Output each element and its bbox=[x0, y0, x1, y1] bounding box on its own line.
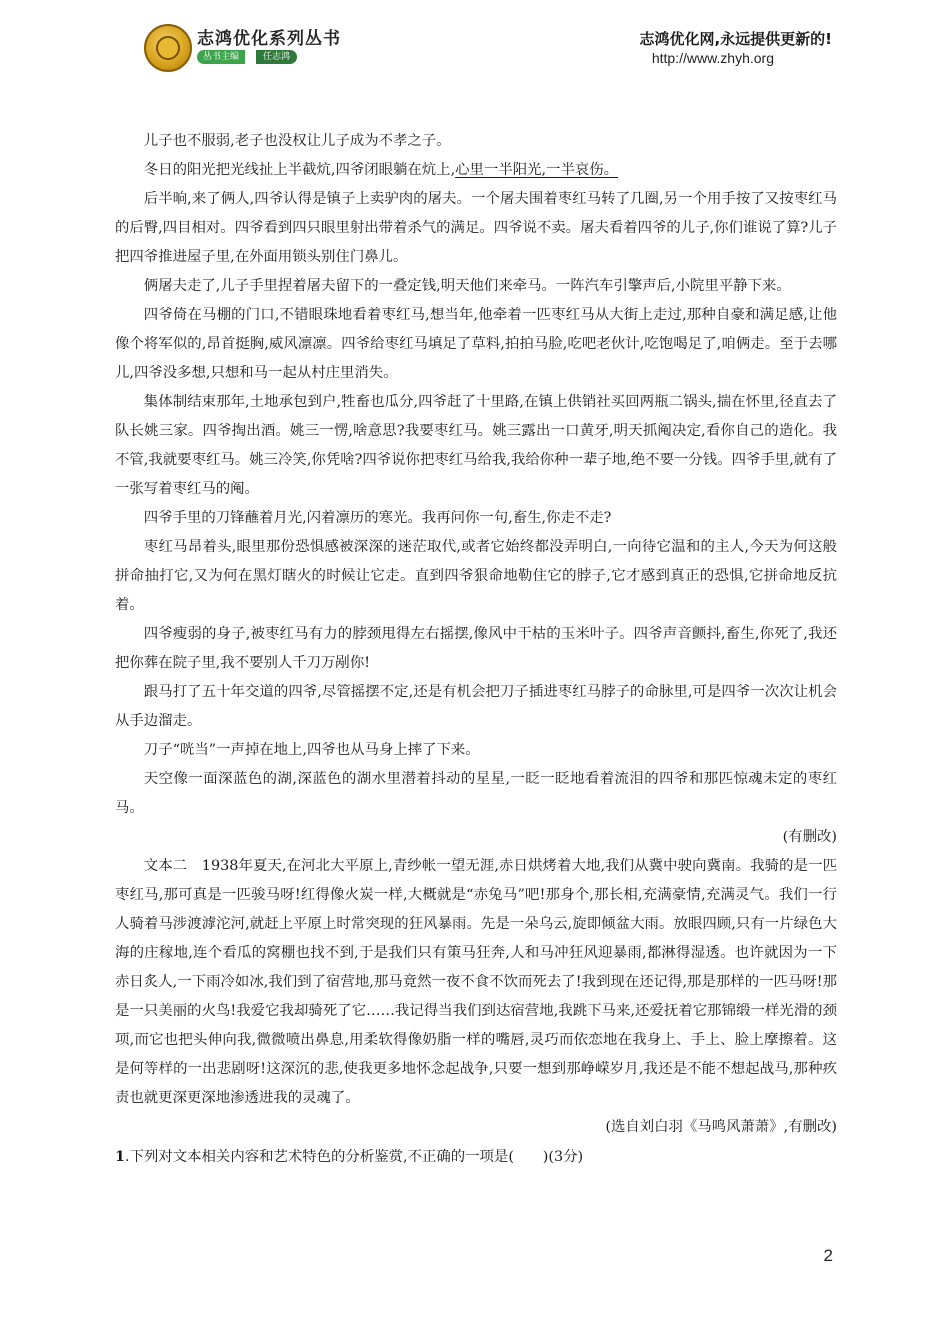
source-note-2: (选自刘白羽《马鸣风萧萧》,有删改) bbox=[605, 1119, 837, 1135]
article-body bbox=[115, 127, 837, 1172]
brand-logo-icon bbox=[144, 24, 192, 72]
paragraph: 后半晌,来了俩人,四爷认得是镇子上卖驴肉的屠夫。一个屠夫围着枣红马转了几圈,另一个用手按了又按枣红马的后臀,四目相对。四爷看到四只眼里射出带着杀气的满足。四爷说不卖。屠夫看着四爷的儿子,你们谁说了算?儿子把四爷推进屋子里,在外面用锁头别住门鼻儿。 bbox=[115, 191, 838, 265]
paragraph: 四爷倚在马棚的门口,不错眼珠地看着枣红马,想当年,他牵着一匹枣红马从大街上走过,那种自豪和满足感,让他像个将军似的,昂首挺胸,威风凛凛。四爷给枣红马填足了草料,拍拍马脸,吃吧老伙计,吃饱喝足了,咱俩走。至于去哪儿,四爷没多想,只想和马一起从村庄里消失。 bbox=[115, 307, 837, 381]
text-two-body: 1938年夏天,在河北大平原上,青纱帐一望无涯,赤日烘烤着大地,我们从冀中驶向冀南。我骑的是一匹枣红马,那可真是一匹骏马呀!红得像火炭一样,大概就是“赤兔马”吧!那身个,那长相,充满豪情,充满灵气。我们一行人骑着马涉渡滹沱河,就赶上平原上时常突现的狂风暴雨。先是一朵乌云,旋即倾盆大雨。放眼四顾,只有一片绿色大海的庄稼地,连个看瓜的窝棚也找不到,于是我们只有策马狂奔,人和马冲狂风迎暴雨,都淋得湿透。也许就因为一下赤日炙人,一下雨冷如冰,我们到了宿营地,那马竟然一夜不食不饮而死去了!我到现在还记得,那是那样的一匹马呀!那是一只美丽的火鸟!我爱它我却骑死了它……我记得当我们到达宿营地,我跳下马来,还爱抚着它那锦缎一样光滑的颈项,而它也把头伸向我,微微喷出鼻息,用柔软得像奶脂一样的嘴唇,灵巧而依恋地在我身上、手上、脸上摩擦着。这是何等样的一出悲剧呀!这深沉的悲,使我更多地怀念起战争,只要一想到那峥嵘岁月,我还是不能不想起战马,那种疚责也就更深更深地渗透进我的灵魂了。 bbox=[115, 858, 837, 1106]
paragraph: 刀子“咣当”一声掉在地上,四爷也从马身上摔了下来。 bbox=[143, 742, 480, 758]
question-text: .下列对文本相关内容和艺术特色的分析鉴赏,不正确的一项是( )(3分) bbox=[125, 1149, 584, 1165]
paragraph: 俩屠夫走了,儿子手里捏着屠夫留下的一叠定钱,明天他们来牵马。一阵汽车引擎声后,小院里平静下来。 bbox=[143, 278, 791, 294]
text-two-paragraph bbox=[115, 852, 837, 1113]
paragraph-sunlight bbox=[115, 156, 837, 185]
page-header bbox=[0, 0, 950, 90]
question-number: 1 bbox=[115, 1148, 126, 1165]
source-note-1: (有删改) bbox=[782, 829, 837, 845]
brand-editor-label: 丛书主编 bbox=[197, 50, 245, 64]
page-number: 2 bbox=[823, 1246, 833, 1265]
paragraph: 天空像一面深蓝色的湖,深蓝色的湖水里潜着抖动的星星,一眨一眨地看着流泪的四爷和那匹惊魂未定的枣红马。 bbox=[115, 771, 837, 816]
header-slogan: 志鸿优化网,永远提供更新的! bbox=[639, 30, 832, 48]
paragraph: 儿子也不服弱,老子也没权让儿子成为不孝之子。 bbox=[143, 133, 451, 149]
paragraph: 枣红马昂着头,眼里那份恐惧感被深深的迷茫取代,或者它始终都没弄明白,一向待它温和的主人,今天为何这般拼命抽打它,又为何在黑灯瞎火的时候让它走。直到四爷狠命地勒住它的脖子,它才感到真正的恐惧,它拼命地反抗着。 bbox=[115, 539, 837, 613]
brand-editor-name: 任志鸿 bbox=[256, 50, 297, 64]
header-url[interactable]: http://www.zhyh.org bbox=[651, 50, 774, 66]
paragraph: 四爷手里的刀锋蘸着月光,闪着凛历的寒光。我再问你一句,畜生,你走不走? bbox=[143, 510, 612, 526]
paragraph: 集体制结束那年,土地承包到户,牲畜也瓜分,四爷赶了十里路,在镇上供销社买回两瓶二锅头,揣在怀里,径直去了队长姚三家。四爷掏出酒。姚三一愣,啥意思?我要枣红马。姚三露出一口黄牙,明天抓阄决定,看你自己的造化。我不管,我就要枣红马。姚三冷笑,你凭啥?四爷说你把枣红马给我,我给你种一辈子地,绝不要一分钱。四爷手里,就有了一张写着枣红马的阄。 bbox=[115, 394, 837, 497]
paragraph: 跟马打了五十年交道的四爷,尽管摇摆不定,还是有机会把刀子插进枣红马脖子的命脉里,可是四爷一次次让机会从手边溜走。 bbox=[115, 684, 837, 729]
sunlight-plain-text: 冬日的阳光把光线扯上半截炕,四爷闭眼躺在炕上, bbox=[143, 162, 456, 178]
question-1 bbox=[115, 1142, 837, 1172]
paragraph: 四爷瘦弱的身子,被枣红马有力的脖颈甩得左右摇摆,像风中干枯的玉米叶子。四爷声音颤抖,畜生,你死了,我还把你葬在院子里,我不要别人千刀万剐你! bbox=[115, 626, 837, 671]
brand-title: 志鸿优化系列丛书 bbox=[197, 29, 341, 49]
text-two-label: 文本二 bbox=[143, 858, 188, 874]
underlined-sentence: 心里一半阳光,一半哀伤。 bbox=[455, 162, 619, 178]
